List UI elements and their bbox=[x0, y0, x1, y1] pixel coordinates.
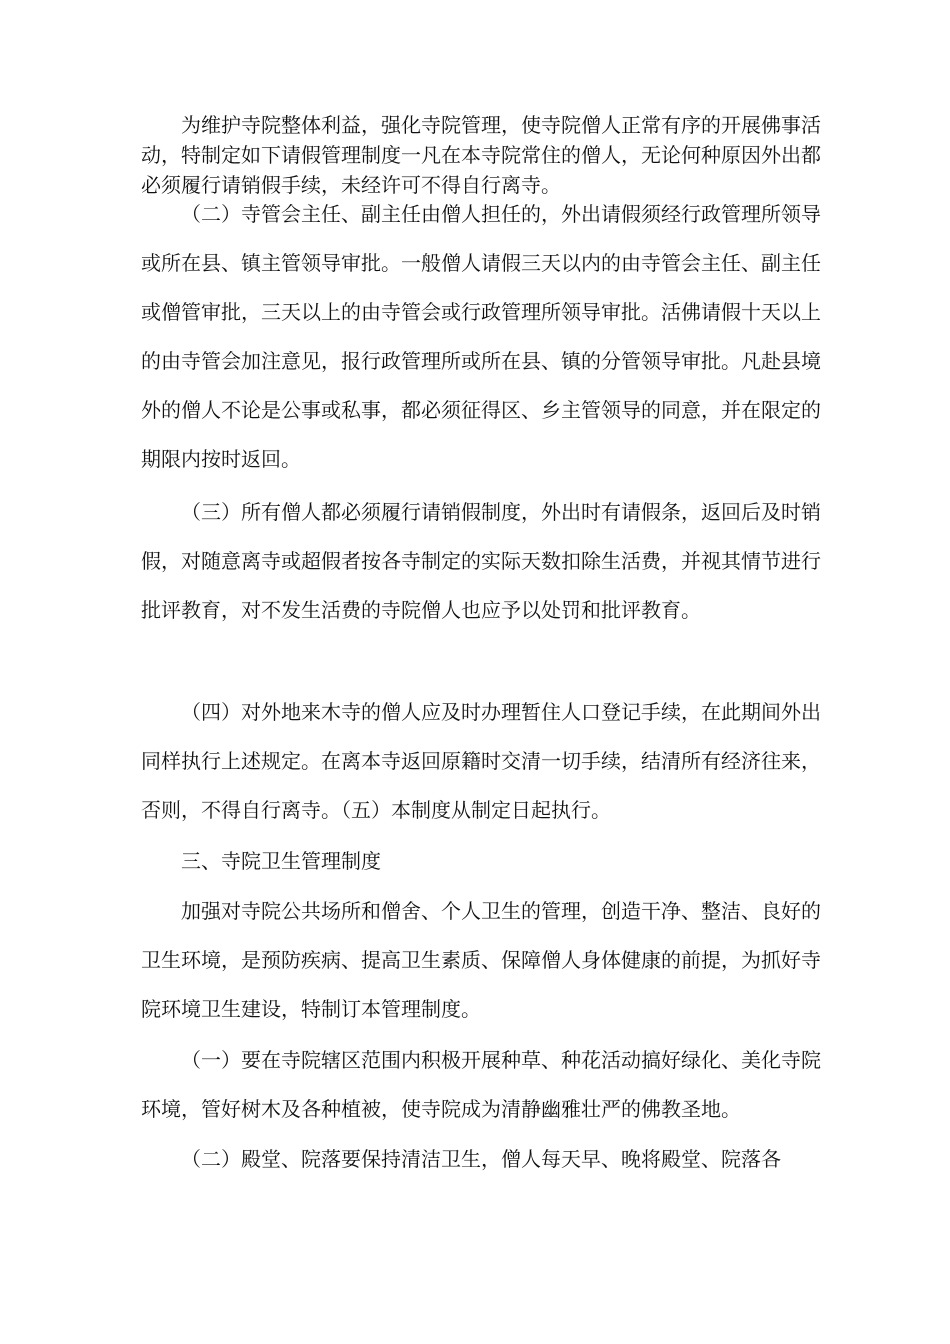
paragraph-leave-cancellation: （三）所有僧人都必须履行请销假制度，外出时有请假条，返回后及时销假，对随意离寺或超假者按各寺制定的实际天数扣除生活费，并视其情节进行批评教育，对不发生活费的寺院僧人也应予以处罚和批评教育。 bbox=[141, 500, 821, 622]
paragraph-greening: （一）要在寺院辖区范围内积极开展种草、种花活动搞好绿化、美化寺院环境，管好树木及各种植被，使寺院成为清静幽雅壮严的佛教圣地。 bbox=[141, 1048, 821, 1121]
paragraph-hygiene-intro: 加强对寺院公共场所和僧舍、个人卫生的管理，创造干净、整洁、良好的卫生环境，是预防疾病、提高卫生素质、保障僧人身体健康的前提，为抓好寺院环境卫生建设，特制订本管理制度。 bbox=[141, 899, 821, 1021]
paragraph-leave-approval: （二）寺管会主任、副主任由僧人担任的，外出请假须经行政管理所领导或所在县、镇主管领导审批。一般僧人请假三天以内的由寺管会主任、副主任或僧管审批，三天以上的由寺管会或行政管理所领导审批。活佛请假十天以上的由寺管会加注意见，报行政管理所或所在县、镇的分管领导审批。凡赴县境外的僧人不论是公事或私事，都必须征得区、乡主管领导的同意，并在限定的期限内按时返回。 bbox=[141, 202, 821, 471]
paragraph-halls-cleaning: （二）殿堂、院落要保持清洁卫生，僧人每天早、晚将殿堂、院落各 bbox=[181, 1147, 781, 1171]
section-heading-hygiene: 三、寺院卫生管理制度 bbox=[181, 849, 381, 873]
paragraph-leave-policy-intro: 为维护寺院整体利益，强化寺院管理，使寺院僧人正常有序的开展佛事活动，特制定如下请假管理制度一凡在本寺院常住的僧人，无论何种原因外出都必须履行请销假手续，未经许可不得自行离寺。 bbox=[141, 113, 821, 197]
paragraph-visiting-monks: （四）对外地来木寺的僧人应及时办理暂住人口登记手续，在此期间外出同样执行上述规定。在离本寺返回原籍时交清一切手续，结清所有经济往来，否则，不得自行离寺。（五）本制度从制定日起执行。 bbox=[141, 700, 821, 822]
